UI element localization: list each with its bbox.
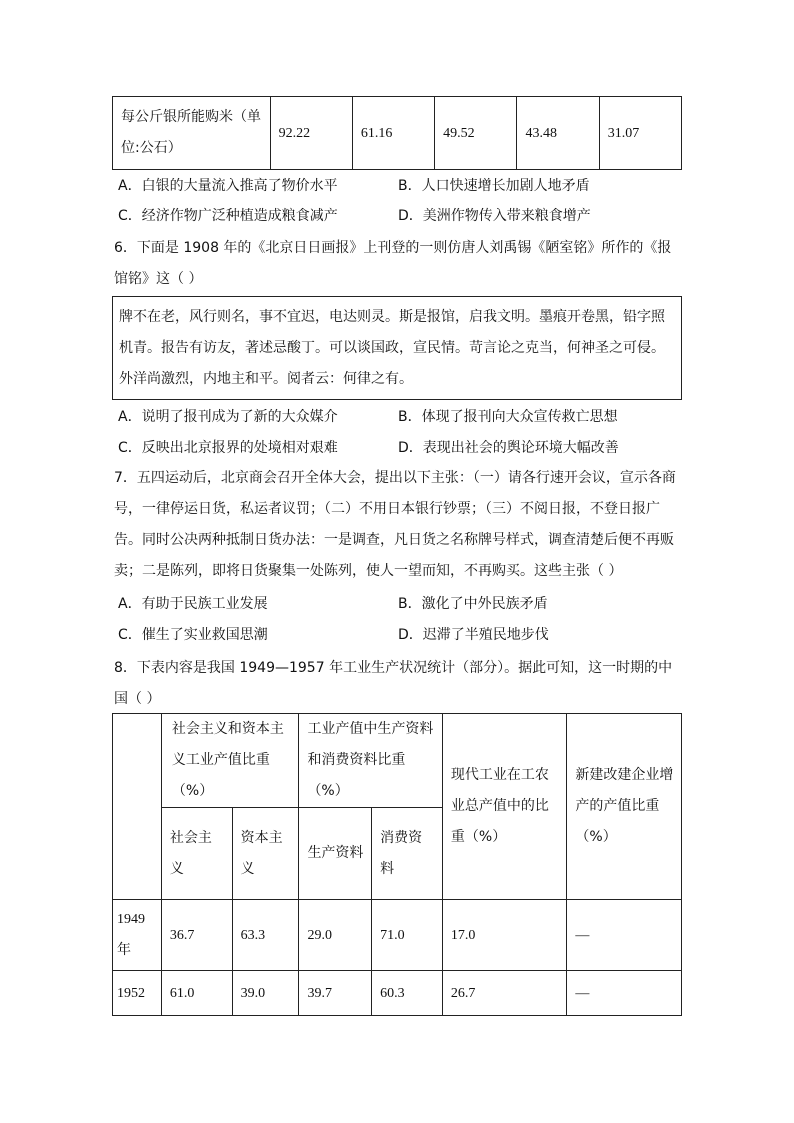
row-year: 1949年 <box>113 900 162 971</box>
table-cell: 39.7 <box>299 971 372 1016</box>
q7-option-b: B．激化了中外民族矛盾 <box>398 596 548 612</box>
q6-stem: 6．下面是 1908 年的《北京日日画报》上刊登的一则仿唐人刘禹锡《陋室铭》所作的《报馆铭》这（ ） <box>114 240 672 287</box>
q7-option-d: D．迟滞了半殖民地步伐 <box>398 627 549 643</box>
q8-stem: 8．下表内容是我国 1949—1957 年工业生产状况统计（部分）。据此可知，这一时期的中国（ ） <box>114 660 673 707</box>
table-cell: 29.0 <box>299 900 372 971</box>
table-cell: 31.07 <box>599 97 681 170</box>
header-new-enterprise: 新建改建企业增产的产值比重（%） <box>567 714 682 900</box>
table-row <box>113 971 682 1016</box>
q7-option-c: C．催生了实业救国思潮 <box>118 627 268 643</box>
empty-corner-cell <box>113 714 162 900</box>
q5-option-c: C．经济作物广泛种植造成粮食减产 <box>118 208 338 224</box>
subheader-production: 生产资料 <box>299 808 372 900</box>
q5-option-a: A．白银的大量流入推高了物价水平 <box>118 178 338 194</box>
table-row <box>113 900 682 971</box>
q6-option-c: C．反映出北京报界的处境相对艰难 <box>118 440 338 456</box>
header-group-2: 工业产值中生产资料和消费资料比重（%） <box>299 714 442 808</box>
q6-option-b: B．体现了报刊向大众宣传救亡思想 <box>398 409 618 425</box>
table-cell: 43.48 <box>517 97 599 170</box>
table-header-row <box>113 714 682 808</box>
rice-price-table <box>112 96 682 170</box>
table-cell: 49.52 <box>435 97 517 170</box>
table-cell: 63.3 <box>232 900 299 971</box>
q6-option-a: A．说明了报刊成为了新的大众媒介 <box>118 409 338 425</box>
header-modern-industry: 现代工业在工农业总产值中的比重（%） <box>442 714 566 900</box>
q6-option-d: D．表现出社会的舆论环境大幅改善 <box>398 440 619 456</box>
industry-stats-table <box>112 713 682 1016</box>
table-row <box>113 97 682 170</box>
table-cell: 61.0 <box>161 971 232 1016</box>
q5-option-d: D．美洲作物传入带来粮食增产 <box>398 208 591 224</box>
q5-option-b: B．人口快速增长加剧人地矛盾 <box>398 178 590 194</box>
table-cell: 61.16 <box>352 97 434 170</box>
subheader-capitalist: 资本主义 <box>232 808 299 900</box>
table-cell: 36.7 <box>161 900 232 971</box>
table-cell: 92.22 <box>270 97 352 170</box>
table-cell: 39.0 <box>232 971 299 1016</box>
row-year: 1952 <box>113 971 162 1016</box>
table-cell: 26.7 <box>442 971 566 1016</box>
table-cell: 71.0 <box>372 900 443 971</box>
subheader-socialist: 社会主义 <box>161 808 232 900</box>
q6-quote-box: 牌不在老，风行则名，事不宜迟，电达则灵。斯是报馆，启我文明。墨痕开卷黑，铅字照机青。报告有访友，著述忌酸丁。可以谈国政，宣民情。苛言论之克当，何神圣之可侵。外洋尚激烈，内地主和平。阅者云：何律之有。 <box>112 296 682 400</box>
table-cell: — <box>567 971 682 1016</box>
q7-stem: 7．五四运动后，北京商会召开全体大会，提出以下主张：（一）请各行速开会议，宣示各商号，一律停运日货，私运者议罚；（二）不用日本银行钞票；（三）不阅日报，不登日报广告。同时公决两种抵制日货办法：一是调查，凡日货之名称牌号样式，调查清楚后便不再贩卖；二是陈列，即将日货聚集一处陈列，使人一望而知，不再购买。这些主张（ ） <box>114 470 676 579</box>
table-cell: 17.0 <box>442 900 566 971</box>
row-label: 每公斤银所能购米（单位:公石） <box>113 97 271 170</box>
table-cell: — <box>567 900 682 971</box>
q7-option-a: A．有助于民族工业发展 <box>118 596 268 612</box>
header-group-1: 社会主义和资本主义工业产值比重（%） <box>161 714 299 808</box>
table-cell: 60.3 <box>372 971 443 1016</box>
subheader-consumption: 消费资料 <box>372 808 443 900</box>
